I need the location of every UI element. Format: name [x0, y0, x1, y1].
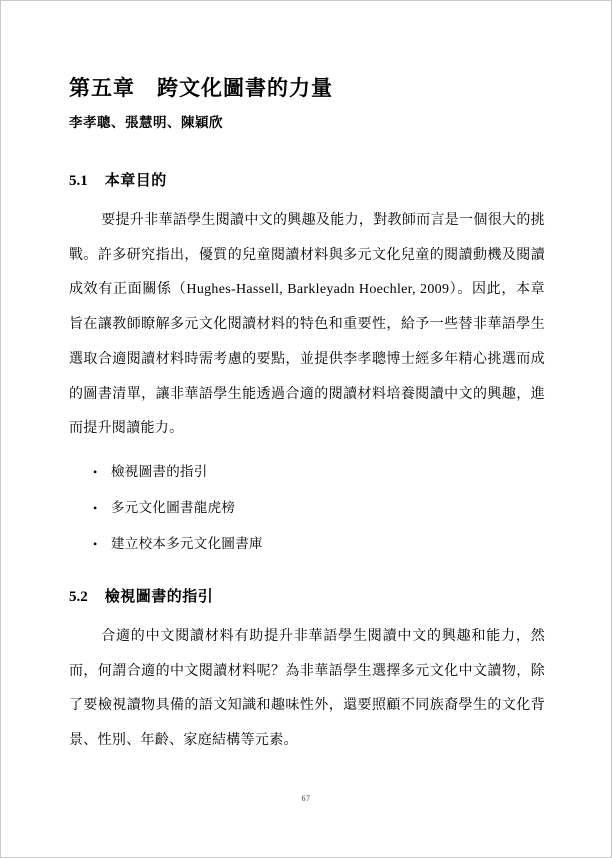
list-item [93, 490, 545, 526]
authors-line: 李孝聰、張慧明、陳穎欣 [69, 115, 223, 130]
list-item-label: 多元文化圖書龍虎榜 [111, 499, 236, 515]
list-item-label: 檢視圖書的指引 [111, 463, 208, 479]
page-number: 67 [301, 794, 311, 803]
section-heading-5-2 [69, 587, 545, 607]
section-heading-5-1 [69, 171, 545, 191]
chapter-title: 第五章 跨文化圖書的力量 [69, 77, 333, 100]
section-5-1-paragraph: 要提升非華語學生閱讀中文的興趣及能力，對教師而言是一個很大的挑戰。許多研究指出，優質的兒童閱讀材料與多元文化兒童的閱讀動機及閱讀成效有正面關係（Hughes-Hassell, Barkleyadn Hoechler, 2009）。因此，本章旨在讓教師瞭解多元文化閱讀材料的特色和重要性，給予一些替非華語學生選取合適閱讀材料時需考慮的要點，並提供李孝聰博士經多年精心挑選而成的圖書清單，讓非華語學生能透過合適的閱讀材料培養閱讀中文的興趣，進而提升閱讀能力。 [69, 213, 545, 437]
section-number: 5.1 [69, 173, 88, 189]
section-title: 檢視圖書的指引 [104, 587, 214, 605]
bullet-list [69, 454, 545, 562]
bullet-icon: • [93, 500, 98, 515]
list-item [93, 526, 545, 562]
bullet-icon: • [93, 536, 98, 551]
list-item-label: 建立校本多元文化圖書庫 [111, 535, 263, 551]
bullet-icon: • [93, 464, 98, 479]
section-5-2-paragraph: 合適的中文閱讀材料有助提升非華語學生閱讀中文的興趣和能力，然而，何謂合適的中文閱讀材料呢？為非華語學生選擇多元文化中文讀物，除了要檢視讀物具備的語文知識和趣味性外，還要照顧不同族裔學生的文化背景、性別、年齡、家庭結構等元素。 [69, 628, 545, 749]
section-title: 本章目的 [104, 172, 167, 189]
section-number: 5.2 [69, 588, 88, 605]
list-item [93, 454, 545, 490]
